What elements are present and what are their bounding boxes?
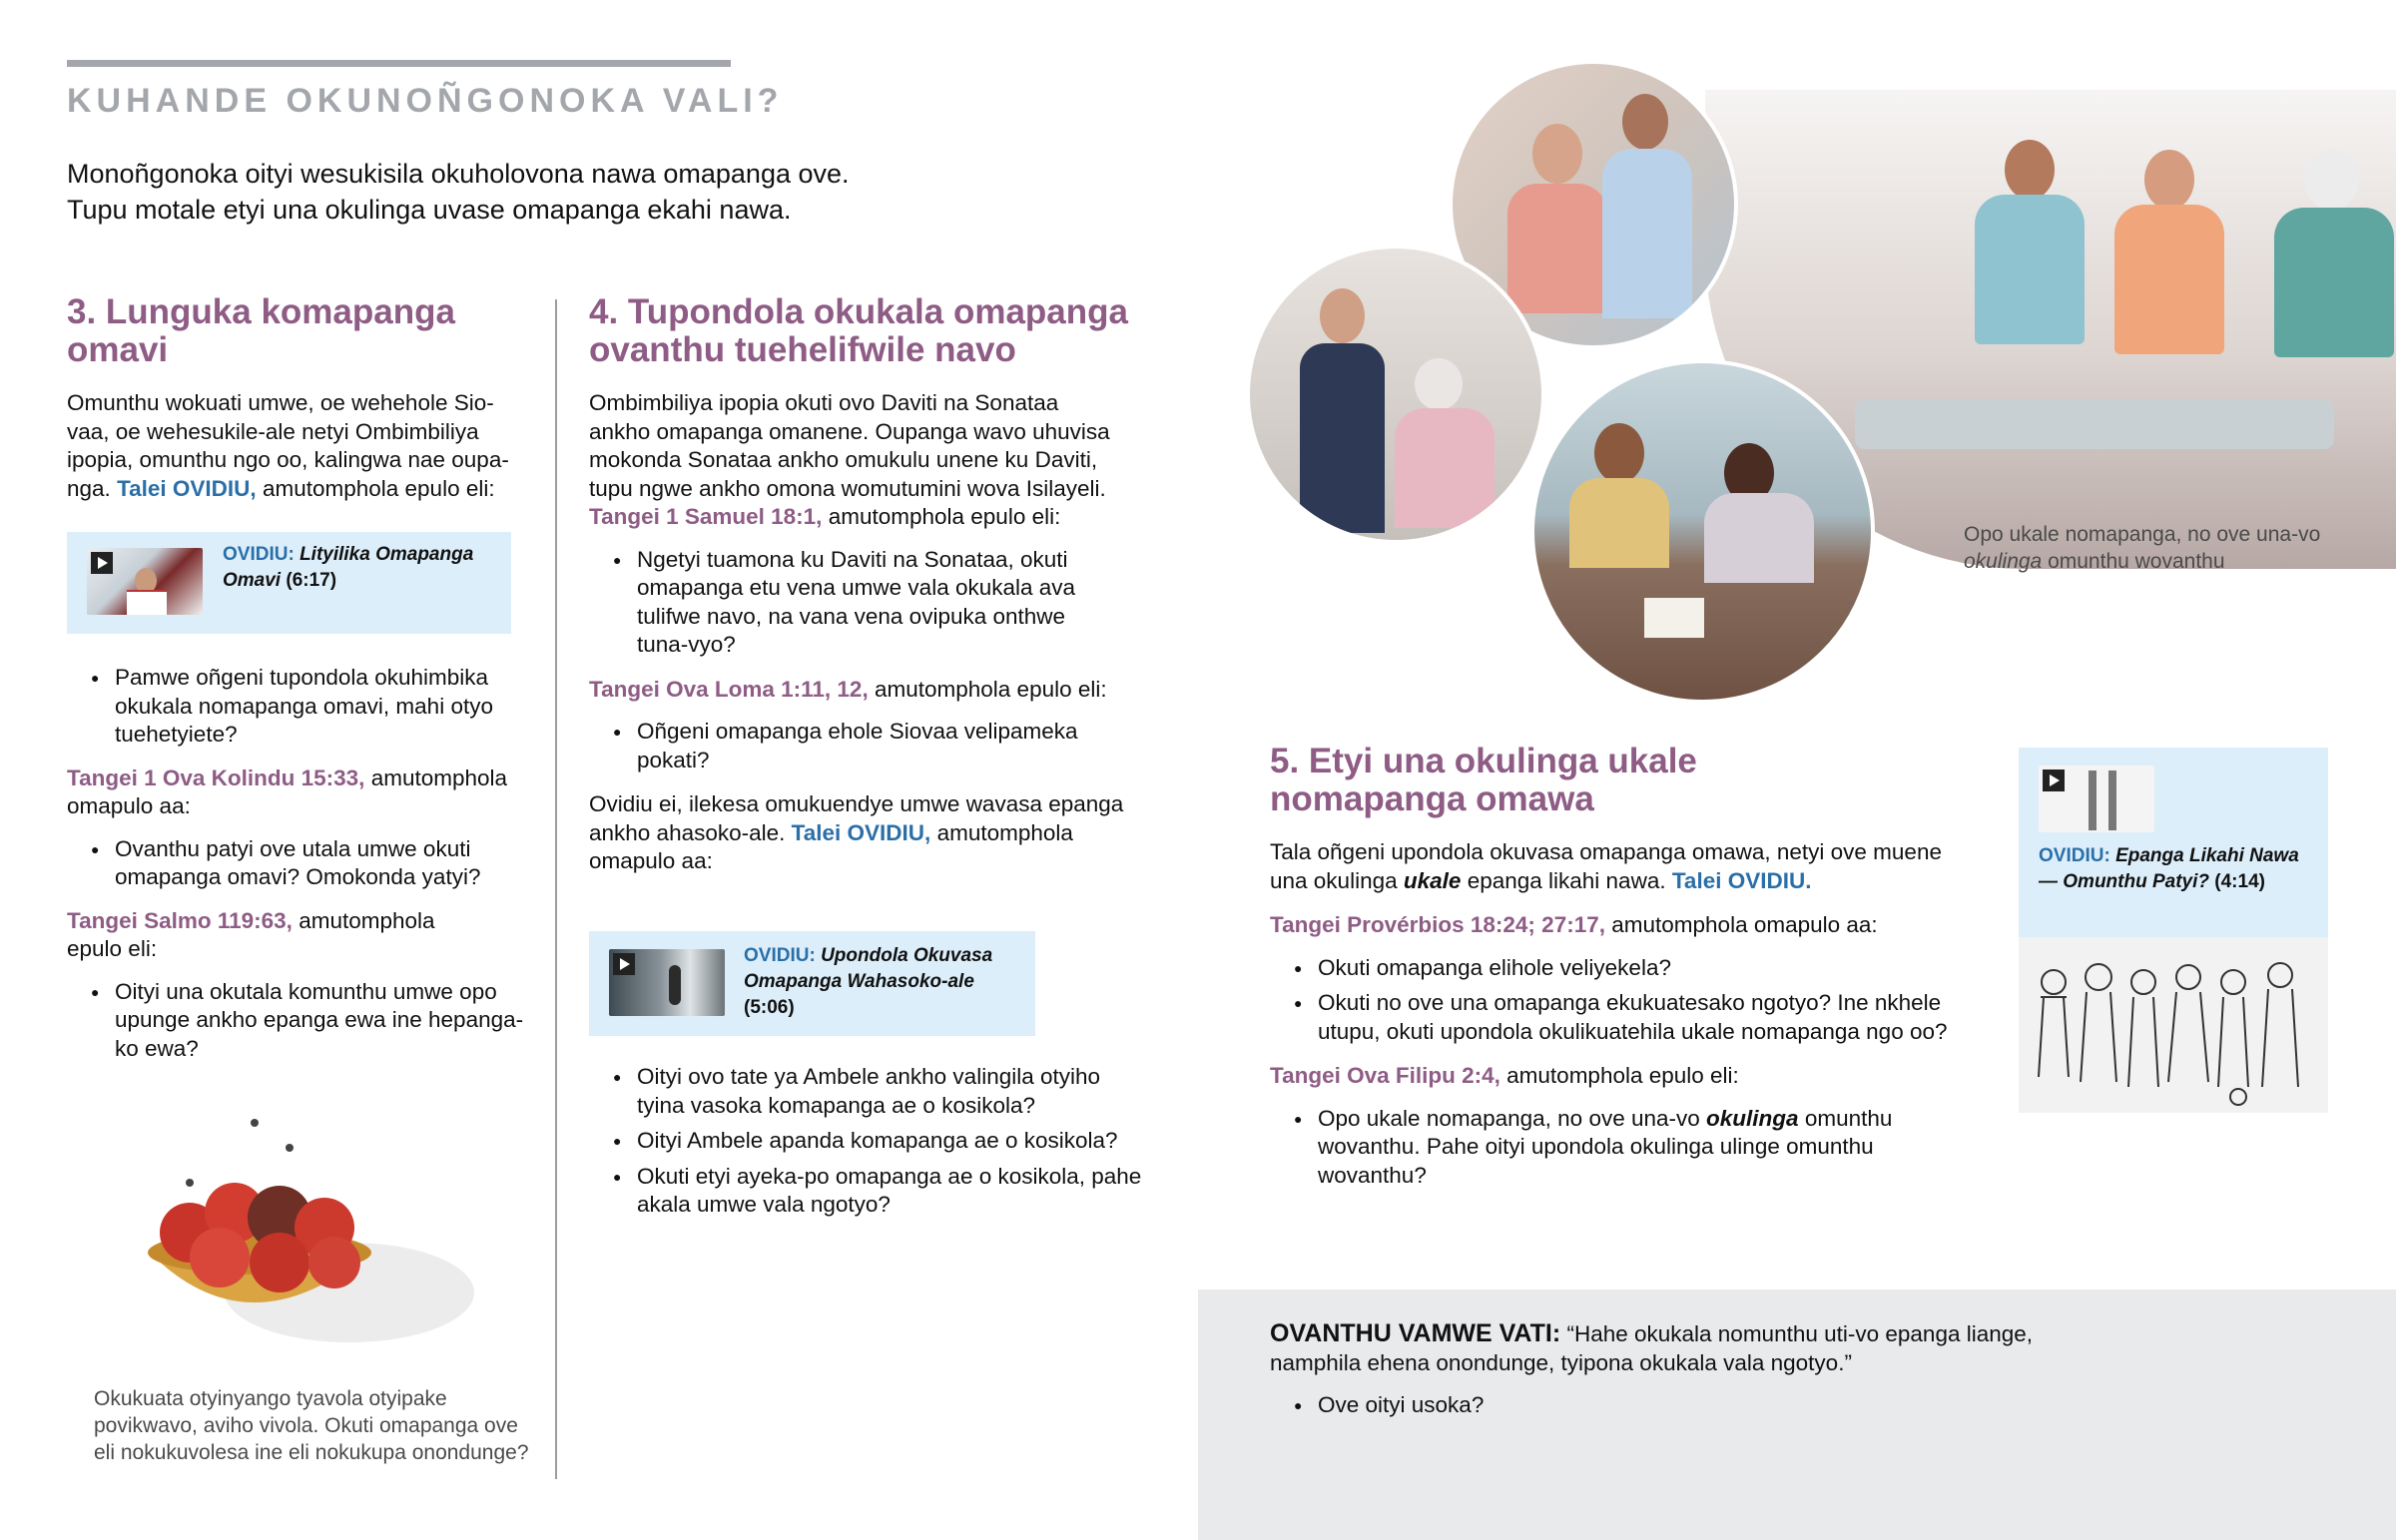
section-3-questions: [67, 664, 536, 1070]
section-4-paragraph-2: Ovidiu ei, ilekesa omukuendye umwe wavasa epanga ankho ahasoko-ale. Talei OVIDIU, amutomphola omapulo aa:: [589, 791, 1124, 873]
scripture-link[interactable]: Tangei Provérbios 18:24; 27:17,: [1270, 912, 1605, 937]
video-card-good-friend[interactable]: [2019, 748, 2328, 937]
play-icon[interactable]: [91, 552, 113, 574]
people-sketch-illustration: [2019, 937, 2328, 1113]
section-3-title: 3. Lunguka komapanga omavi: [67, 292, 455, 369]
column-divider: [555, 299, 557, 1479]
section-kicker: KUHANDE OKUNOÑGONOKA VALI?: [67, 82, 784, 120]
play-icon[interactable]: [2043, 770, 2065, 791]
section-4-questions: [589, 1063, 1148, 1227]
question-item: ● Okuti omapanga elihole veliyekela?: [1270, 954, 1969, 983]
bowl-caption: Okukuata otyinyango tyavola otyipake povikwavo, aviho vivola. Okuti omapanga ove eli nokukuvolesa ine eli nokukupa onondunge?: [94, 1387, 529, 1464]
scripture-link[interactable]: Tangei Ova Loma 1:11, 12,: [589, 676, 869, 702]
video-card-bad-friends[interactable]: [67, 532, 511, 634]
scripture-reference: Tangei Ova Loma 1:11, 12, amutomphola epulo eli:: [589, 676, 1107, 702]
people-sketch-drawing: [2019, 937, 2328, 1113]
scripture-reference: Tangei 1 Ova Kolindu 15:33, amutomphola omapulo aa:: [67, 765, 508, 818]
question-item: ● Pamwe oñgeni tupondola okuhimbika okukala nomapanga omavi, mahi otyo tuehetyiete?: [67, 664, 536, 750]
section-5-paragraph: Tala oñgeni upondola okuvasa omapanga omawa, netyi ove muene una okulinga ukale epanga likahi nawa. Talei OVIDIU.: [1270, 839, 1942, 893]
question-item: ● Oityi una okutala komunthu umwe opo upunge ankho epanga ewa ine hepanga-ko ewa?: [67, 978, 536, 1064]
question-item: ● Okuti no ove una omapanga ekukuatesako ngotyo? Ine nkhele utupu, okuti upondola okulikuatehila ukale nomapanga ngo oo?: [1270, 989, 1969, 1046]
question-item: ● Oityi Ambele apanda komapanga ae o kosikola?: [589, 1127, 1148, 1156]
scripture-link[interactable]: Tangei Ova Filipu 2:4,: [1270, 1063, 1500, 1088]
video-title: OVIDIU: Upondola Okuvasa Omapanga Wahasoko-ale (5:06): [744, 945, 993, 1018]
question-item: ● Ove oityi usoka?: [1270, 1391, 2168, 1420]
header-rule: [67, 60, 731, 67]
question-item: ● Opo ukale nomapanga, no ove una-vo okulinga omunthu wovanthu. Pahe oityi upondola okulinga ulinge omunthu wovanthu?: [1270, 1105, 1929, 1191]
intro-text: Monoñgonoka oityi wesukisila okuholovona nawa omapanga ove. Tupu motale etyi una okulinga uvase omapanga ekahi nawa.: [67, 159, 850, 225]
comforting-friend-photo: [1530, 359, 1875, 704]
video-thumbnail[interactable]: [609, 949, 725, 1016]
scripture-link[interactable]: Tangei 1 Ova Kolindu 15:33,: [67, 765, 365, 790]
video-card-new-friends[interactable]: [589, 931, 1035, 1036]
friendship-photo-collage: [1246, 60, 2396, 699]
section-3-paragraph: Omunthu wokuati umwe, oe wehehole Sio- vaa, oe wehesukile-ale netyi Ombimbiliya ipopia, omunthu ngo oo, kalingwa nae oupa- nga. Talei OVIDIU, amutomphola epulo eli:: [67, 390, 509, 501]
scripture-reference: Tangei Salmo 119:63, amutomphola epulo eli:: [67, 907, 435, 961]
section-3: [67, 293, 536, 503]
video-title: OVIDIU: Epanga Likahi Nawa — Omunthu Patyi? (4:14): [2039, 845, 2299, 892]
video-title: OVIDIU: Lityilika Omapanga Omavi (6:17): [223, 544, 474, 591]
helping-elderly-photo: [1246, 245, 1545, 544]
video-thumbnail[interactable]: [87, 548, 203, 615]
play-icon[interactable]: [613, 953, 635, 975]
watch-video-link[interactable]: Talei OVIDIU.: [1671, 867, 1812, 893]
question-item: ● Ngetyi tuamona ku Daviti na Sonataa, okuti omapanga etu vena umwe vala okukala ava tulifwe navo, na vana vena ovipuka onthwe tuna-vyo?: [589, 546, 1118, 660]
section-4-paragraph: Ombimbiliya ipopia okuti ovo Daviti na Sonataa ankho omapanga omanene. Oupanga wavo uhuvisa mokonda Sonataa ankho omukulu unene ku Daviti, tupu ngwe ankho omona womutumini wova Isilayeli. Tangei 1 Samuel 18:1, amutomphola epulo eli:: [589, 390, 1110, 529]
section-4-title: 4. Tupondola okukala omapanga ovanthu tuehelifwile navo: [589, 292, 1128, 369]
scripture-reference: Tangei Ova Filipu 2:4, amutomphola epulo eli:: [1270, 1063, 1739, 1088]
question-item: ● Oityi ovo tate ya Ambele ankho valingila otyiho tyina vasoka komapanga ae o kosikola?: [589, 1063, 1148, 1120]
video-thumbnail[interactable]: [2039, 766, 2154, 832]
question-item: ● Ovanthu patyi ove utala umwe okuti omapanga omavi? Omokonda yatyi?: [67, 835, 536, 892]
section-5: [1270, 743, 1989, 1197]
scripture-link[interactable]: Tangei 1 Samuel 18:1,: [589, 504, 823, 529]
question-item: ● Oñgeni omapanga ehole Siovaa velipameka pokati?: [589, 718, 1148, 774]
watch-video-link[interactable]: Talei OVIDIU,: [791, 819, 931, 845]
section-5-title: 5. Etyi una okulinga ukale nomapanga omawa: [1270, 742, 1697, 818]
rotten-apple-bowl-illustration: [130, 1103, 479, 1352]
scripture-link[interactable]: Tangei Salmo 119:63,: [67, 907, 293, 933]
photo-caption: Opo ukale nomapanga, no ove una-vo okulinga omunthu wovanthu: [1964, 523, 2321, 573]
watch-video-link[interactable]: Talei OVIDIU,: [117, 475, 257, 501]
others-say-box: [1198, 1289, 2396, 1540]
others-quote: OVANTHU VAMWE VATI: “Hahe okukala nomunthu uti-vo epanga liange, namphila ehena onondunge, tyipona okukala vala ngotyo.”: [1270, 1319, 2034, 1375]
question-item: ● Okuti etyi ayeka-po omapanga ae o kosikola, pahe akala umwe vala ngotyo?: [589, 1163, 1148, 1220]
section-4: [589, 293, 1148, 876]
scripture-reference: Tangei Provérbios 18:24; 27:17, amutomphola omapulo aa:: [1270, 912, 1878, 937]
